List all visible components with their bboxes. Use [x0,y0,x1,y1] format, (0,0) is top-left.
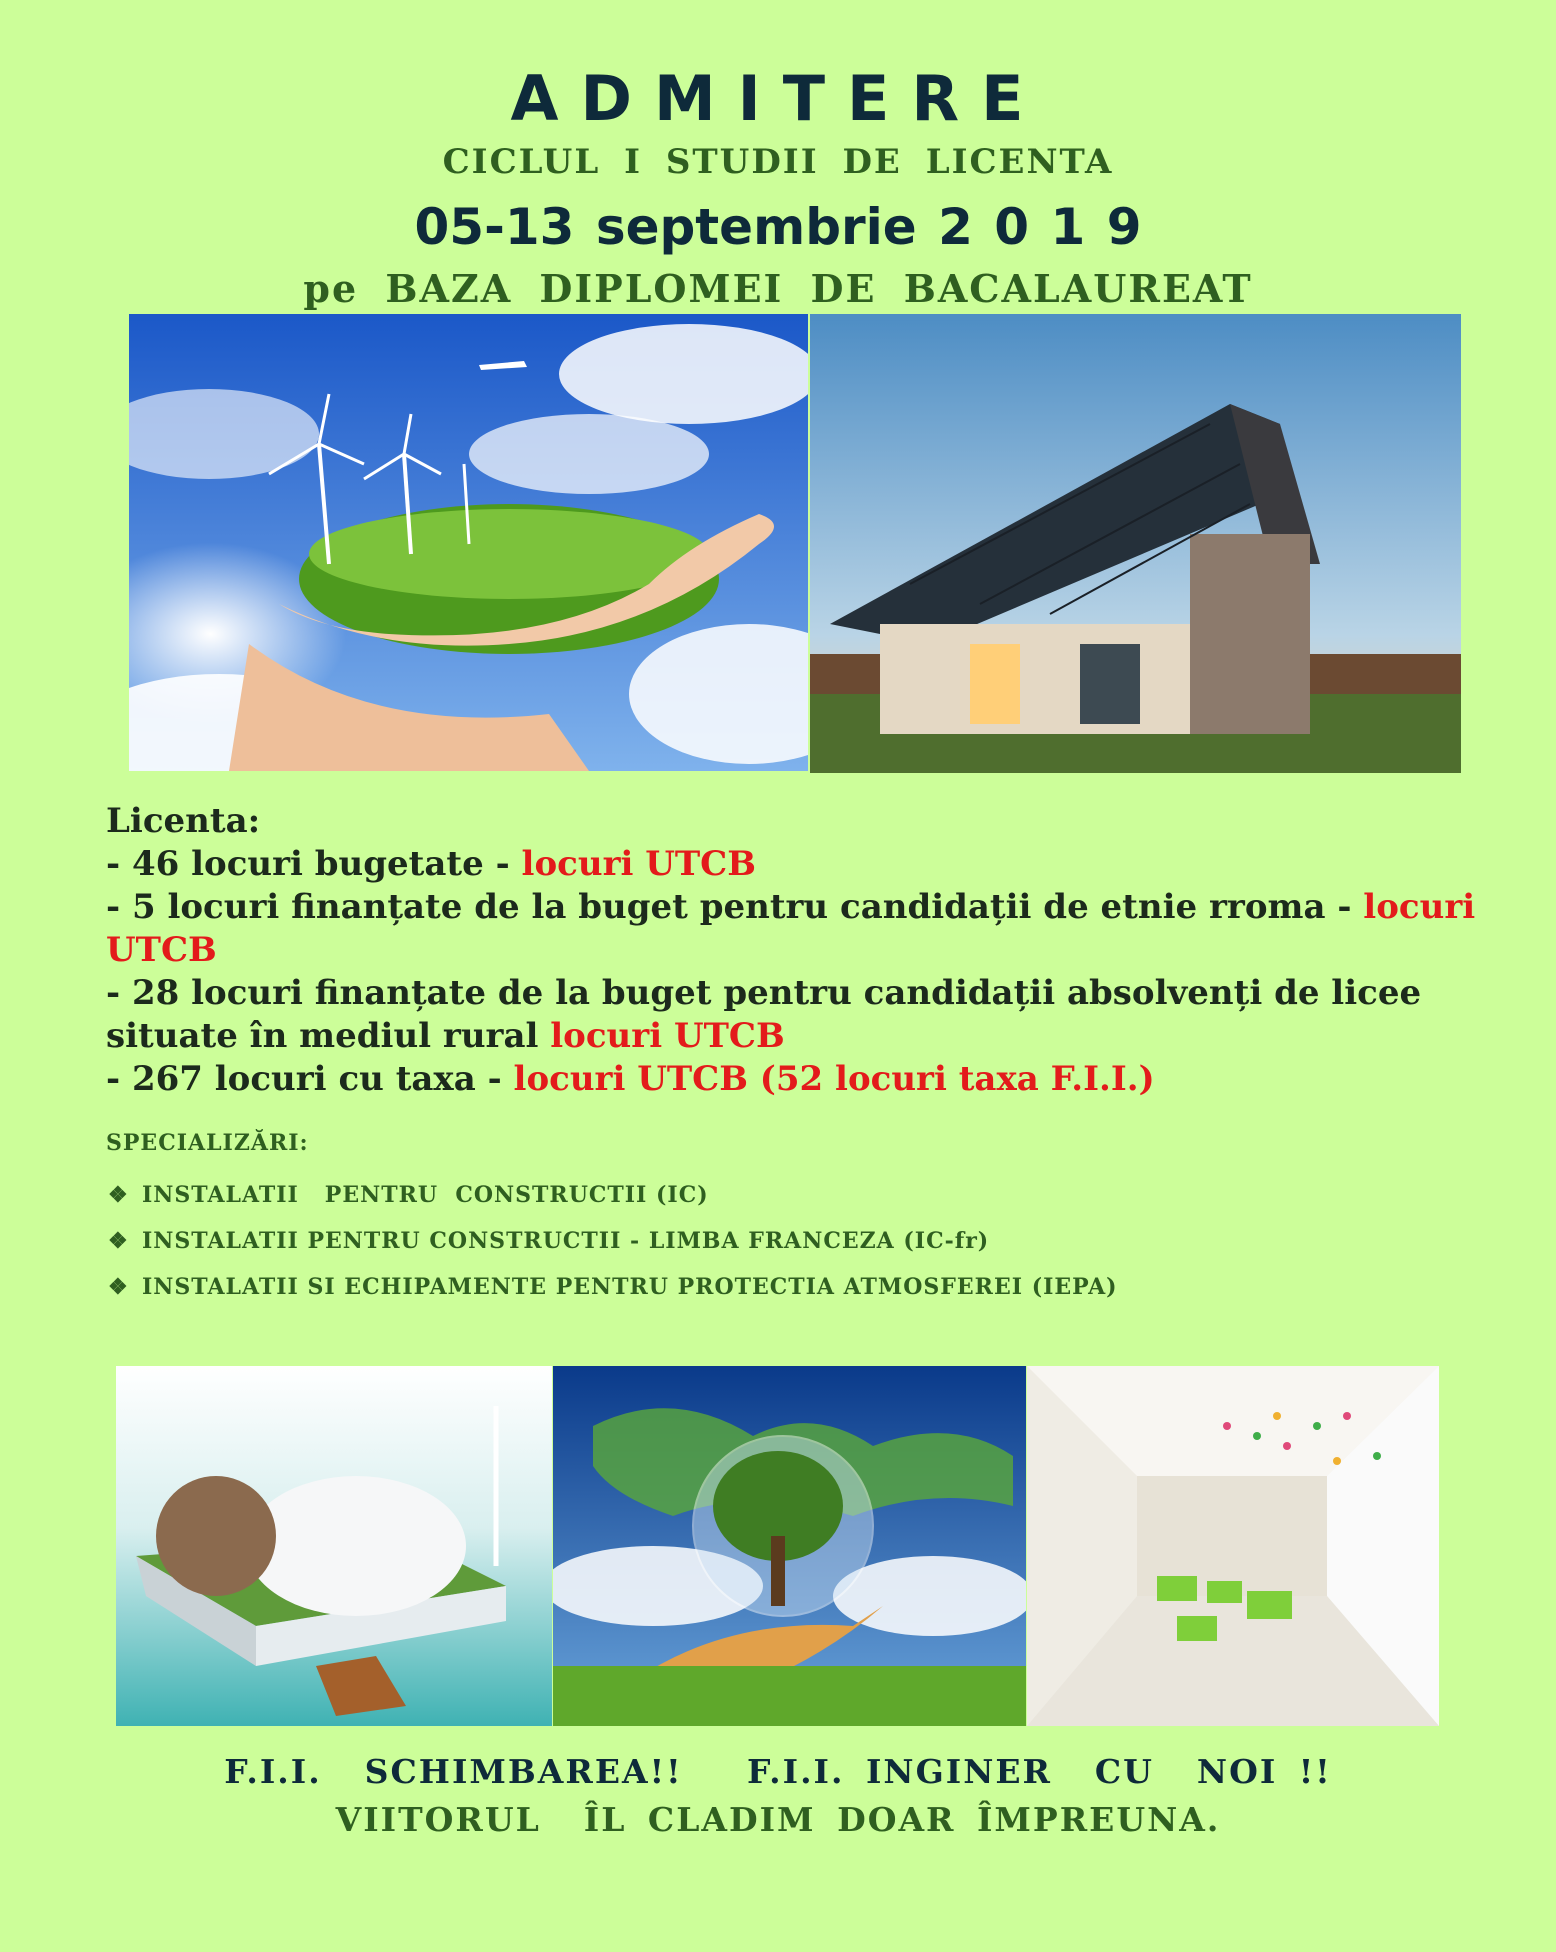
specializare-item [108,1182,709,1208]
admission-dates: 05-13 septembrie 2 0 1 9 [414,198,1142,256]
specializare-label: INSTALATII SI ECHIPAMENTE PENTRU PROTECTIA ATMOSFEREI (IEPA) [142,1274,1118,1300]
photo-hand-globe-wind-turbines [129,314,808,771]
licenta-line [106,1058,1506,1101]
page-title: ADMITERE [510,62,1046,135]
licenta-line [106,843,1506,886]
photo-hand-tree-globe [553,1366,1026,1726]
licenta-line-highlight: locuri UTCB [550,1016,785,1056]
specializare-item [108,1228,989,1254]
cycle-subtitle: CICLUL I STUDII DE LICENTA [442,142,1114,182]
licenta-heading: Licenta: [106,801,261,841]
photo-solar-roof-house [810,314,1461,773]
licenta-line-text: - 28 locuri finanțate de la buget pentru candidații absolvenți de licee situate în mediul rural [106,973,1422,1056]
photo-floating-eco-dome [116,1366,552,1726]
admission-basis: pe BAZA DIPLOMEI DE BACALAUREAT [303,266,1253,311]
licenta-line-highlight: locuri UTCB [521,844,756,884]
licenta-line-text: - 46 locuri bugetate - [106,844,522,884]
licenta-line-highlight: locuri UTCB [106,887,1476,970]
licenta-line-text: - 5 locuri finanțate de la buget pentru candidații de etnie rroma - [106,887,1364,927]
slogan-primary: F.I.I. SCHIMBAREA!! F.I.I. INGINER CU NOI !! [224,1752,1332,1791]
slogan-secondary: VIITORUL ÎL CLADIM DOAR ÎMPREUNA. [335,1800,1221,1839]
licenta-line-text: - 267 locuri cu taxa - [106,1059,514,1099]
licenta-line-highlight: locuri UTCB (52 locuri taxa F.I.I.) [513,1059,1155,1099]
photo-modern-interior [1027,1366,1439,1726]
bullet-icon: ❖ [108,1228,129,1254]
specializare-item [108,1274,1118,1300]
bullet-icon: ❖ [108,1182,129,1208]
specializare-label: INSTALATII PENTRU CONSTRUCTII (IC) [142,1182,709,1208]
licenta-line [106,972,1506,1058]
specializari-heading: SPECIALIZĂRI: [106,1130,309,1156]
licenta-line [106,886,1506,972]
bullet-icon: ❖ [108,1274,129,1300]
licenta-info [106,800,1506,1101]
specializare-label: INSTALATII PENTRU CONSTRUCTII - LIMBA FRANCEZA (IC-fr) [142,1228,990,1254]
